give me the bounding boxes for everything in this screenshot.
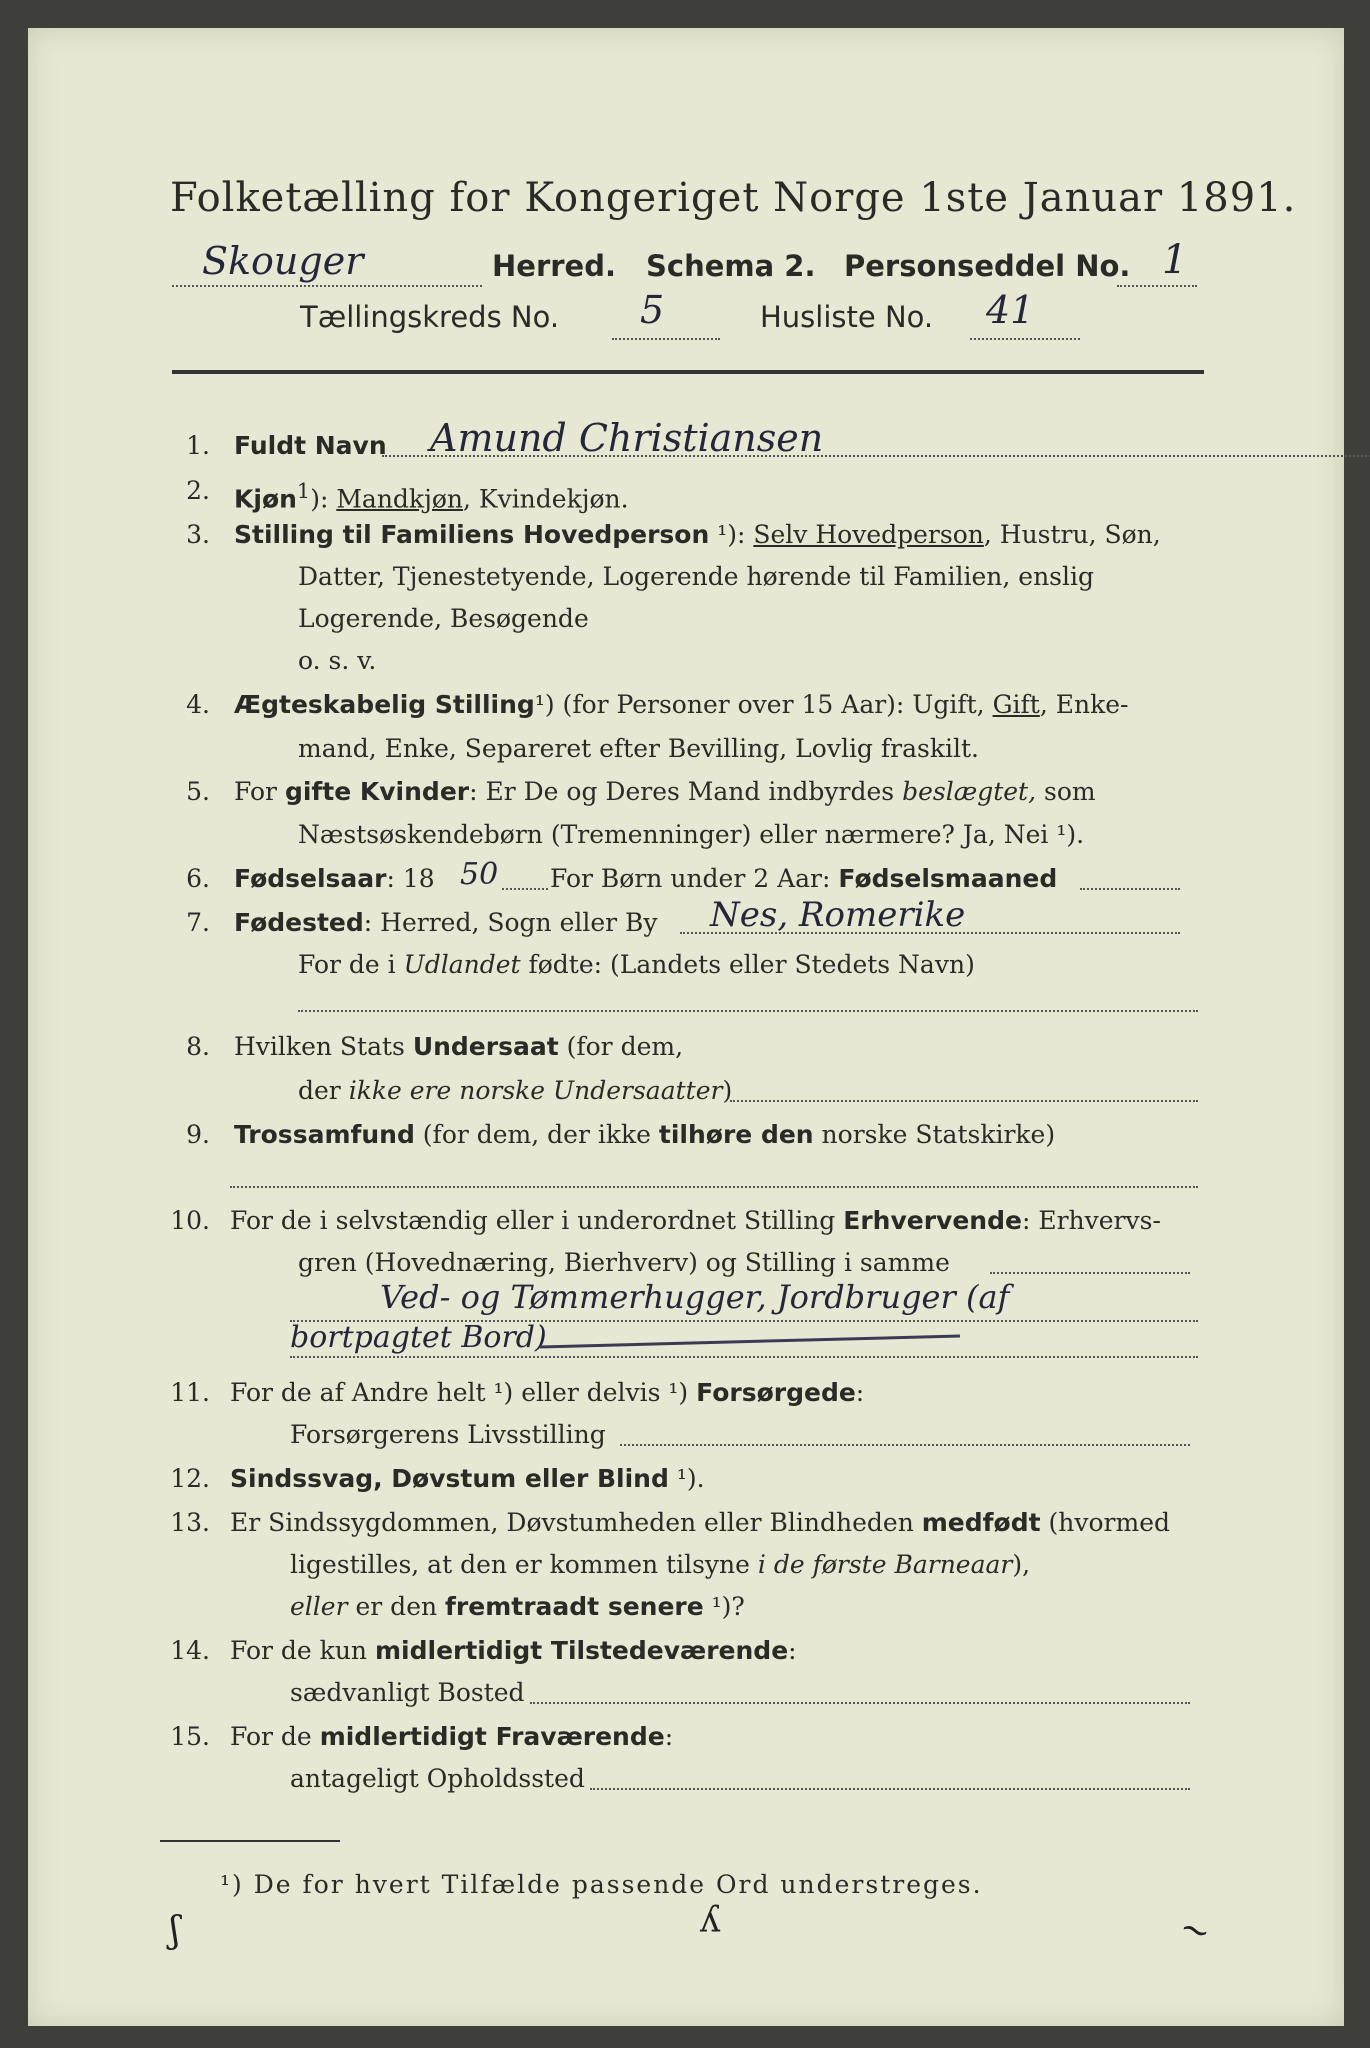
- item-label: Forsørgede: [696, 1378, 856, 1407]
- item-number: 1.: [186, 431, 210, 460]
- item-text: : Er De og Deres Mand indbyrdes: [469, 777, 903, 806]
- full-name-value: Amund Christiansen: [430, 416, 824, 460]
- item-text: : Herred, Sogn eller By: [363, 908, 658, 937]
- item-text: der: [298, 1076, 349, 1105]
- item-text: For de i: [298, 950, 404, 979]
- item-text: For Børn under 2 Aar:: [550, 864, 839, 893]
- answer-line: [990, 1272, 1190, 1274]
- item-3-line4: o. s. v.: [298, 646, 377, 675]
- item-13-line2: [290, 1544, 1030, 1586]
- item-text: Hvilken Stats: [234, 1032, 413, 1061]
- item-3-line3: Logerende, Besøgende: [298, 604, 589, 633]
- header-line-herred: [172, 237, 1202, 289]
- option: Kvindekjøn.: [478, 484, 629, 514]
- item-14-line2: sædvanligt Bosted: [290, 1678, 525, 1707]
- personseddel-value: 1: [1162, 237, 1188, 283]
- item-10-line2: gren (Hovednæring, Bierhverv) og Stilling i samme: [298, 1248, 950, 1277]
- answer-line: [620, 1444, 1190, 1446]
- item-text: (for dem, der ikke: [414, 1120, 659, 1149]
- item-label: Fuldt Navn: [234, 431, 387, 460]
- item-number: 14.: [170, 1636, 210, 1665]
- header-rule: [172, 370, 1204, 374]
- item-text: (hvormed: [1040, 1508, 1170, 1537]
- item-text-italic: Udlandet: [403, 950, 521, 979]
- footnote-ref: 1: [296, 479, 311, 503]
- item-label: Stilling til Familiens Hovedperson: [234, 520, 710, 549]
- birth-year-value: 50: [460, 857, 499, 892]
- answer-line: [298, 1010, 1198, 1012]
- schema-label: Schema 2.: [646, 249, 816, 283]
- item-number: 7.: [186, 908, 210, 937]
- item-4-line2: mand, Enke, Separeret efter Bevilling, Lovlig fraskilt.: [298, 734, 979, 763]
- item-label: midlertidigt Fraværende: [319, 1722, 665, 1751]
- item-text: fødte: (Landets eller Stedets Navn): [520, 950, 975, 979]
- footnote-rule: [160, 1840, 340, 1842]
- item-text: ¹).: [668, 1464, 705, 1493]
- tellingskreds-label: Tællingskreds No.: [300, 300, 560, 334]
- item-text: :: [788, 1636, 797, 1665]
- item-text: :: [664, 1722, 674, 1751]
- item-number: 5.: [186, 777, 210, 806]
- option-selected: Mandkjøn: [336, 484, 463, 514]
- answer-line: [502, 888, 548, 890]
- item-label: gifte Kvinder: [284, 777, 470, 806]
- item-number: 11.: [170, 1378, 210, 1407]
- pen-mark: ~: [1173, 1906, 1217, 1955]
- occupation-value-line2: bortpagtet Bord): [290, 1320, 547, 1355]
- item-label: midlertidigt Tilstedeværende: [374, 1636, 789, 1665]
- item-text: ligestilles, at den er kommen tilsyne: [290, 1550, 758, 1579]
- birthplace-value: Nes, Romerike: [710, 895, 966, 935]
- item-text: , Enke-: [1039, 690, 1129, 719]
- item-text: For: [234, 777, 285, 806]
- item-text: Er Sindssygdommen, Døvstumheden eller Blindheden: [230, 1508, 922, 1537]
- item-text: : Erhvervs-: [1021, 1206, 1161, 1235]
- item-label: Undersaat: [412, 1032, 559, 1061]
- pen-mark: ʎ: [700, 1900, 721, 1941]
- item-number: 6.: [186, 864, 210, 893]
- item-11-line2: Forsørgerens Livsstilling: [290, 1420, 606, 1449]
- item-text: For de i selvstændig eller i underordnet Stilling: [230, 1206, 844, 1235]
- options: , Hustru, Søn,: [983, 520, 1161, 549]
- item-label: Kjøn: [234, 484, 297, 514]
- answer-line: [590, 1788, 1190, 1790]
- item-15-line2: antageligt Opholdssted: [290, 1764, 585, 1793]
- item-text-bold: tilhøre den: [658, 1120, 814, 1149]
- item-label: Erhvervende: [843, 1206, 1022, 1235]
- item-text: For de kun: [230, 1636, 375, 1665]
- item-number: 12.: [170, 1464, 210, 1493]
- option-selected: Gift: [992, 690, 1040, 719]
- item-text-italic: i de første Barneaar: [757, 1550, 1013, 1579]
- item-label: Fødselsaar: [234, 864, 387, 893]
- item-number: 13.: [170, 1508, 210, 1537]
- herred-label: Herred.: [492, 249, 616, 283]
- item-text-italic: beslægtet,: [902, 777, 1037, 806]
- item-8-line2: [298, 1070, 732, 1112]
- item-number: 9.: [186, 1120, 210, 1149]
- item-text: ) (for Personer over 15 Aar): Ugift,: [544, 690, 993, 719]
- husliste-label: Husliste No.: [760, 300, 934, 334]
- item-text: norske Statskirke): [813, 1120, 1056, 1149]
- personseddel-label: Personseddel No.: [844, 249, 1131, 283]
- item-3-line2: Datter, Tjenestetyende, Logerende hørende til Familien, enslig: [298, 562, 1095, 591]
- tellingskreds-value: 5: [640, 288, 665, 332]
- item-label: Fødselsmaaned: [838, 864, 1058, 893]
- item-7-line2: [298, 944, 975, 986]
- item-text: (for dem,: [558, 1032, 684, 1061]
- item-text: ¹)?: [703, 1592, 745, 1621]
- item-5-line2: Næstsøskendebørn (Tremenninger) eller nærmere? Ja, Nei ¹).: [298, 820, 1085, 849]
- answer-line: [230, 1186, 1198, 1188]
- answer-line: [1080, 888, 1180, 890]
- occupation-value-line1: Ved- og Tømmerhugger, Jordbruger (af: [380, 1278, 1010, 1316]
- item-label: Sindssvag, Døvstum eller Blind: [230, 1464, 669, 1493]
- item-label: Trossamfund: [234, 1120, 415, 1149]
- item-number: 10.: [170, 1206, 210, 1235]
- item-label: Fødested: [234, 908, 364, 937]
- item-number: 3.: [186, 520, 210, 549]
- item-number: 15.: [170, 1722, 210, 1751]
- item-number: 8.: [186, 1032, 210, 1061]
- item-text-italic: ikke ere norske Undersaatter: [348, 1076, 723, 1105]
- pen-mark: ʃ: [170, 1910, 180, 1951]
- item-text: For de af Andre helt ¹) eller delvis ¹): [230, 1378, 697, 1407]
- answer-line: [730, 1100, 1198, 1102]
- option-selected: Selv Hovedperson: [753, 520, 984, 549]
- item-number: 2.: [186, 476, 210, 505]
- item-text: : 18: [386, 864, 435, 893]
- item-number: 4.: [186, 690, 210, 719]
- item-label: medfødt: [921, 1508, 1041, 1537]
- item-text: ),: [1012, 1550, 1031, 1579]
- form-title: Folketælling for Kongeriget Norge 1ste Januar 1891.: [170, 175, 1297, 221]
- husliste-value: 41: [986, 288, 1035, 332]
- tellingskreds-field: [612, 300, 720, 340]
- herred-value: Skouger: [202, 239, 364, 283]
- footnote: ¹) De for hvert Tilfælde passende Ord understreges.: [220, 1870, 983, 1899]
- item-text: ): [722, 1076, 733, 1105]
- item-text: er den: [347, 1592, 446, 1621]
- answer-line: [530, 1702, 1190, 1704]
- item-text-bold: fremtraadt senere: [445, 1592, 704, 1621]
- item-text: :: [855, 1378, 865, 1407]
- answer-line: [290, 1356, 1198, 1358]
- item-text: som: [1036, 777, 1096, 806]
- item-text-italic: eller: [290, 1592, 348, 1621]
- item-text: For de: [230, 1722, 320, 1751]
- item-13-line3: [290, 1586, 745, 1628]
- item-label: Ægteskabelig Stilling: [234, 690, 535, 719]
